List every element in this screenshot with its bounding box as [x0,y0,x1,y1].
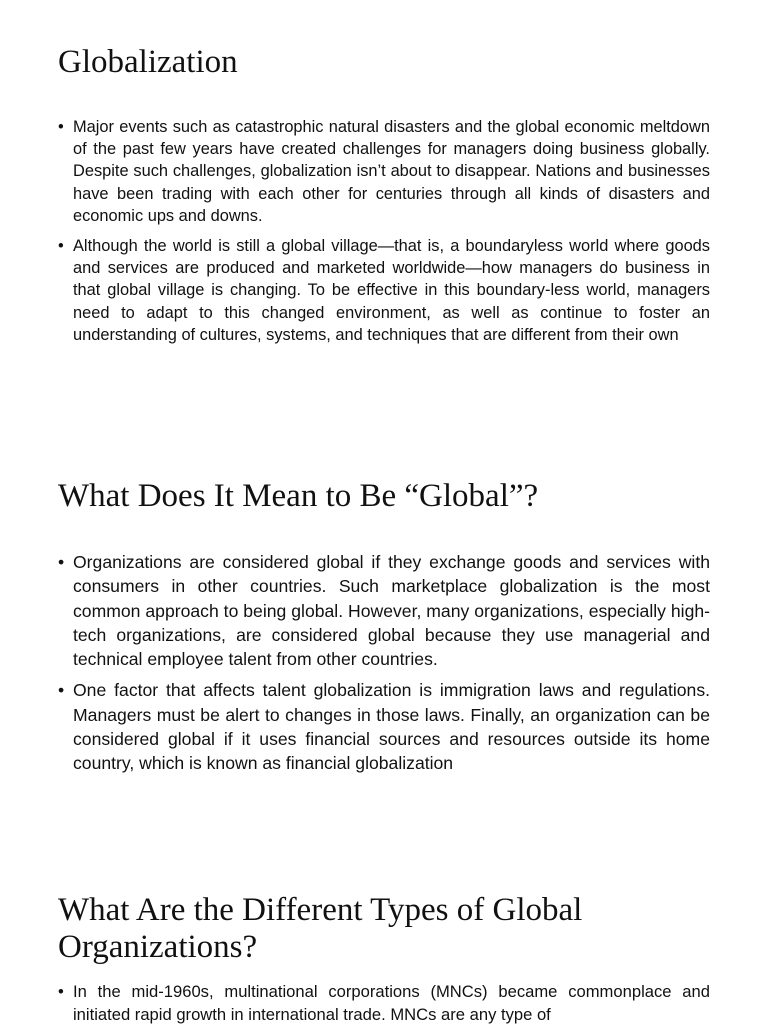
bullet-list [58,981,710,1026]
section-globalization [58,44,710,354]
bullet-item [58,550,710,671]
section-heading: What Are the Different Types of Global Organizations? [58,892,583,965]
bullet-text: Organizations are considered global if they exchange goods and services with consumers in other countries. Such marketplace globalization is the most common approach to being global. However, many organizations, especially high-tech organizations, are considered global because they use managerial and technical employee talent from other countries. [73,552,710,670]
section-types-global [58,892,710,1034]
bullet-icon: • [58,982,64,1001]
bullet-item [58,678,710,775]
bullet-text: One factor that affects talent globalization is immigration laws and regulations. Managers must be alert to changes in those laws. Finally, an organization can be considered global if it uses financial sources and resources outside its home country, which is known as financial globalization [73,680,710,774]
bullet-item [58,235,710,346]
section-heading: Globalization [58,44,238,80]
bullet-text: Major events such as catastrophic natural disasters and the global economic meltdown of the past few years have created challenges for managers doing business globally. Despite such challenges, globalization isn’t about to disappear. Nations and businesses have been trading with each other for centuries through all kinds of disasters and economic ups and downs. [73,118,710,225]
bullet-icon: • [58,680,65,701]
section-what-global [58,478,710,783]
bullet-item [58,116,710,227]
bullet-text: Although the world is still a global village—that is, a boundaryless world where goods and services are produced and marketed worldwide—how managers do business in that global village is changing. To be effective in this boundary-less world, managers need to adapt to this changed environment, as well as continue to foster an understanding of cultures, systems, and techniques that are different from their own [73,237,710,344]
section-heading: What Does It Mean to Be “Global”? [58,478,539,514]
bullet-text: In the mid-1960s, multinational corporations (MNCs) became commonplace and initiated rapid growth in international trade. MNCs are any type of [73,982,710,1024]
bullet-icon: • [58,552,65,572]
bullet-item [58,981,710,1026]
bullet-icon: • [58,118,64,136]
bullet-list [58,550,710,776]
bullet-list [58,116,710,346]
bullet-icon: • [58,237,64,256]
